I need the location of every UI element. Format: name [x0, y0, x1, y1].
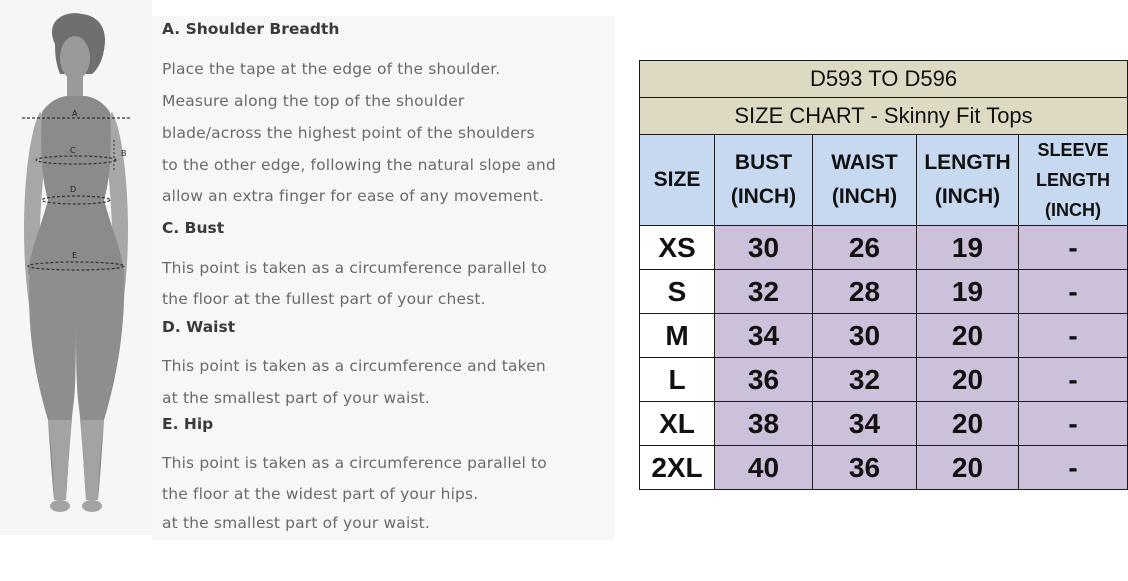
length-cell: 20	[917, 358, 1019, 402]
header-sleeve-unit: (INCH)	[1045, 200, 1102, 220]
header-bust-unit: (INCH)	[730, 185, 797, 208]
sleeve-cell: -	[1019, 226, 1128, 270]
bust-cell: 34	[715, 314, 813, 358]
waist-text-line: at the smallest part of your waist.	[162, 389, 430, 407]
size-chart-header-row	[640, 135, 1128, 226]
section-title-hip: E. Hip	[162, 415, 214, 433]
measurement-figure-panel	[0, 0, 152, 535]
size-chart-subtitle: SIZE CHART - Skinny Fit Tops	[640, 98, 1128, 135]
size-chart-subtitle-row	[640, 98, 1128, 135]
length-cell: 20	[917, 402, 1019, 446]
sleeve-cell: -	[1019, 446, 1128, 490]
figure-label-d: D	[70, 185, 77, 194]
header-length	[917, 135, 1019, 226]
size-cell: 2XL	[640, 446, 715, 490]
table-row	[640, 226, 1128, 270]
header-waist-unit: (INCH)	[831, 185, 898, 208]
shoulder-text-line: to the other edge, following the natural slope and	[162, 156, 556, 174]
figure-label-b: B	[121, 149, 127, 158]
size-chart-table	[639, 60, 1128, 490]
header-waist	[813, 135, 917, 226]
length-cell: 19	[917, 226, 1019, 270]
size-cell: M	[640, 314, 715, 358]
size-cell: S	[640, 270, 715, 314]
header-length-label: LENGTH	[924, 151, 1011, 174]
hip-text-line: the floor at the widest part of your hips.	[162, 485, 479, 503]
bust-text-line: This point is taken as a circumference parallel to	[162, 259, 547, 277]
size-cell: XS	[640, 226, 715, 270]
figure-label-e: E	[72, 251, 78, 260]
figure-label-a: A	[72, 109, 78, 118]
header-sleeve-length	[1019, 135, 1128, 226]
shoulder-text-line: blade/across the highest point of the shoulders	[162, 124, 535, 142]
table-row	[640, 358, 1128, 402]
bust-text-line: the floor at the fullest part of your chest.	[162, 290, 486, 308]
sleeve-cell: -	[1019, 314, 1128, 358]
shoulder-text-line: Place the tape at the edge of the shoulder.	[162, 60, 501, 78]
figure-label-c: C	[70, 146, 76, 155]
waist-text-line: This point is taken as a circumference and taken	[162, 357, 546, 375]
hip-text-line: This point is taken as a circumference parallel to	[162, 454, 547, 472]
waist-cell: 28	[813, 270, 917, 314]
size-chart-title-row	[640, 61, 1128, 98]
bust-cell: 30	[715, 226, 813, 270]
table-row	[640, 446, 1128, 490]
length-cell: 19	[917, 270, 1019, 314]
header-sleeve-label-2: LENGTH	[1036, 170, 1111, 190]
waist-cell: 32	[813, 358, 917, 402]
waist-cell: 26	[813, 226, 917, 270]
header-bust-label: BUST	[734, 151, 793, 174]
size-cell: XL	[640, 402, 715, 446]
size-chart-title: D593 TO D596	[640, 61, 1128, 98]
header-bust	[715, 135, 813, 226]
length-cell: 20	[917, 446, 1019, 490]
header-sleeve-label: SLEEVE	[1037, 140, 1109, 160]
shoulder-text-line: Measure along the top of the shoulder	[162, 92, 465, 110]
body-measurement-illustration	[0, 0, 152, 535]
bust-cell: 36	[715, 358, 813, 402]
sleeve-cell: -	[1019, 270, 1128, 314]
header-size: SIZE	[640, 135, 715, 226]
section-title-waist: D. Waist	[162, 318, 236, 336]
table-row	[640, 270, 1128, 314]
table-row	[640, 314, 1128, 358]
bust-cell: 40	[715, 446, 813, 490]
header-waist-label: WAIST	[831, 151, 898, 174]
table-row	[640, 402, 1128, 446]
bust-cell: 38	[715, 402, 813, 446]
section-title-bust: C. Bust	[162, 219, 225, 237]
header-length-unit: (INCH)	[934, 185, 1001, 208]
sleeve-cell: -	[1019, 402, 1128, 446]
waist-cell: 36	[813, 446, 917, 490]
hip-text-line: at the smallest part of your waist.	[162, 514, 430, 532]
size-cell: L	[640, 358, 715, 402]
waist-cell: 34	[813, 402, 917, 446]
length-cell: 20	[917, 314, 1019, 358]
waist-cell: 30	[813, 314, 917, 358]
sleeve-cell: -	[1019, 358, 1128, 402]
section-title-shoulder: A. Shoulder Breadth	[162, 20, 340, 38]
bust-cell: 32	[715, 270, 813, 314]
shoulder-text-line: allow an extra finger for ease of any movement.	[162, 187, 544, 205]
